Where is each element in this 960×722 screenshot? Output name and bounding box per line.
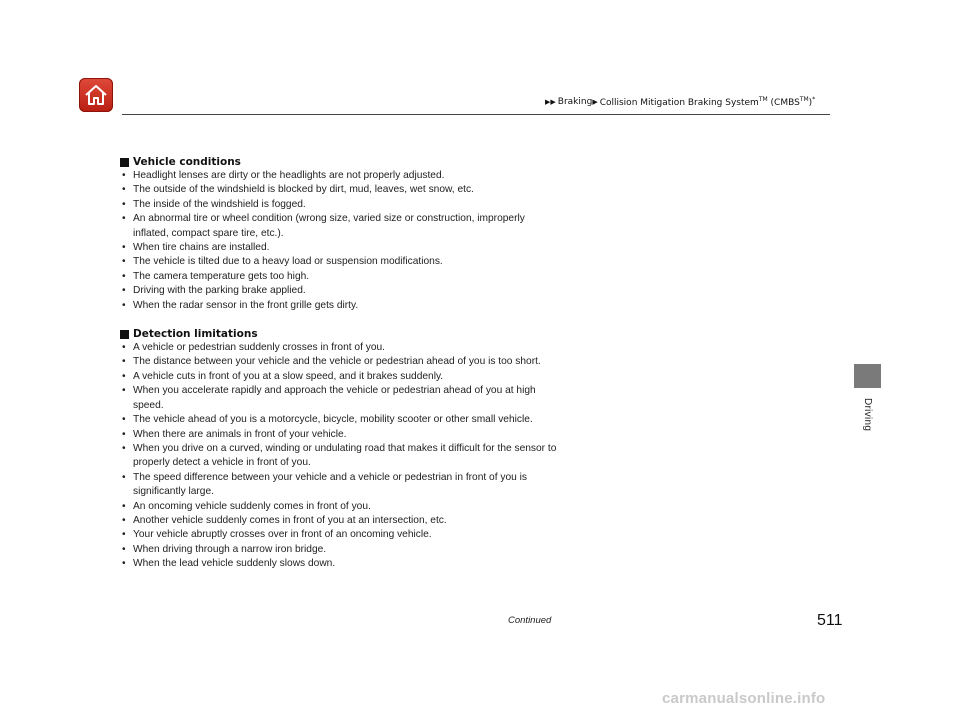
home-button[interactable]	[79, 78, 113, 112]
list-item: • A vehicle cuts in front of you at a slow speed, and it brakes suddenly.	[120, 370, 560, 384]
list-item: • When the lead vehicle suddenly slows down.	[120, 557, 560, 571]
breadcrumb-arrow-icon: ▶▶	[545, 98, 556, 106]
detection-limitations-list	[120, 341, 560, 572]
list-item: • When driving through a narrow iron bridge.	[120, 543, 560, 557]
watermark: carmanualsonline.info	[662, 690, 826, 707]
chapter-label: Driving	[862, 398, 873, 432]
list-item: • The distance between your vehicle and the vehicle or pedestrian ahead of you is too short.	[120, 355, 560, 369]
list-item: • When the radar sensor in the front grille gets dirty.	[120, 299, 560, 313]
vehicle-conditions-list	[120, 169, 560, 313]
section-square-icon	[120, 330, 129, 339]
main-content	[120, 155, 560, 586]
list-item: • The vehicle is tilted due to a heavy load or suspension modifications.	[120, 255, 560, 269]
list-item: • The speed difference between your vehicle and a vehicle or pedestrian in front of you is significantly large.	[120, 471, 560, 500]
home-icon	[84, 84, 108, 106]
list-item: • Your vehicle abruptly crosses over in front of an oncoming vehicle.	[120, 528, 560, 542]
list-item: • The outside of the windshield is blocked by dirt, mud, leaves, wet snow, etc.	[120, 183, 560, 197]
continued-label: Continued	[508, 615, 552, 626]
list-item: • When tire chains are installed.	[120, 241, 560, 255]
list-item: • Another vehicle suddenly comes in front of you at an intersection, etc.	[120, 514, 560, 528]
section-title-detection-limitations: Detection limitations	[120, 327, 560, 341]
breadcrumb-braking[interactable]: Braking	[557, 97, 593, 107]
list-item: • Headlight lenses are dirty or the headlights are not properly adjusted.	[120, 169, 560, 183]
list-item: • The vehicle ahead of you is a motorcycle, bicycle, mobility scooter or other small vehicle.	[120, 413, 560, 427]
list-item: • When you drive on a curved, winding or undulating road that makes it difficult for the sensor to properly detect a vehicle in front of you.	[120, 442, 560, 471]
page-number: 511	[817, 612, 843, 629]
list-item: • A vehicle or pedestrian suddenly crosses in front of you.	[120, 341, 560, 355]
list-item: • When there are animals in front of your vehicle.	[120, 428, 560, 442]
breadcrumb-cmbs[interactable]: Collision Mitigation Braking System™ (CMBS™)*	[599, 96, 816, 108]
list-item: • Driving with the parking brake applied.	[120, 284, 560, 298]
section-square-icon	[120, 158, 129, 167]
list-item: • When you accelerate rapidly and approach the vehicle or pedestrian ahead of you at high speed.	[120, 384, 560, 413]
list-item: • An oncoming vehicle suddenly comes in front of you.	[120, 500, 560, 514]
chapter-tab[interactable]	[854, 364, 881, 388]
list-item: • The inside of the windshield is fogged.	[120, 198, 560, 212]
list-item: • An abnormal tire or wheel condition (wrong size, varied size or construction, improperly inflated, compact spare tire, etc.).	[120, 212, 560, 241]
breadcrumb-arrow-icon: ▶	[592, 98, 598, 106]
header-divider	[122, 114, 830, 115]
list-item: • The camera temperature gets too high.	[120, 270, 560, 284]
section-title-vehicle-conditions: Vehicle conditions	[120, 155, 560, 169]
breadcrumb	[545, 96, 815, 108]
